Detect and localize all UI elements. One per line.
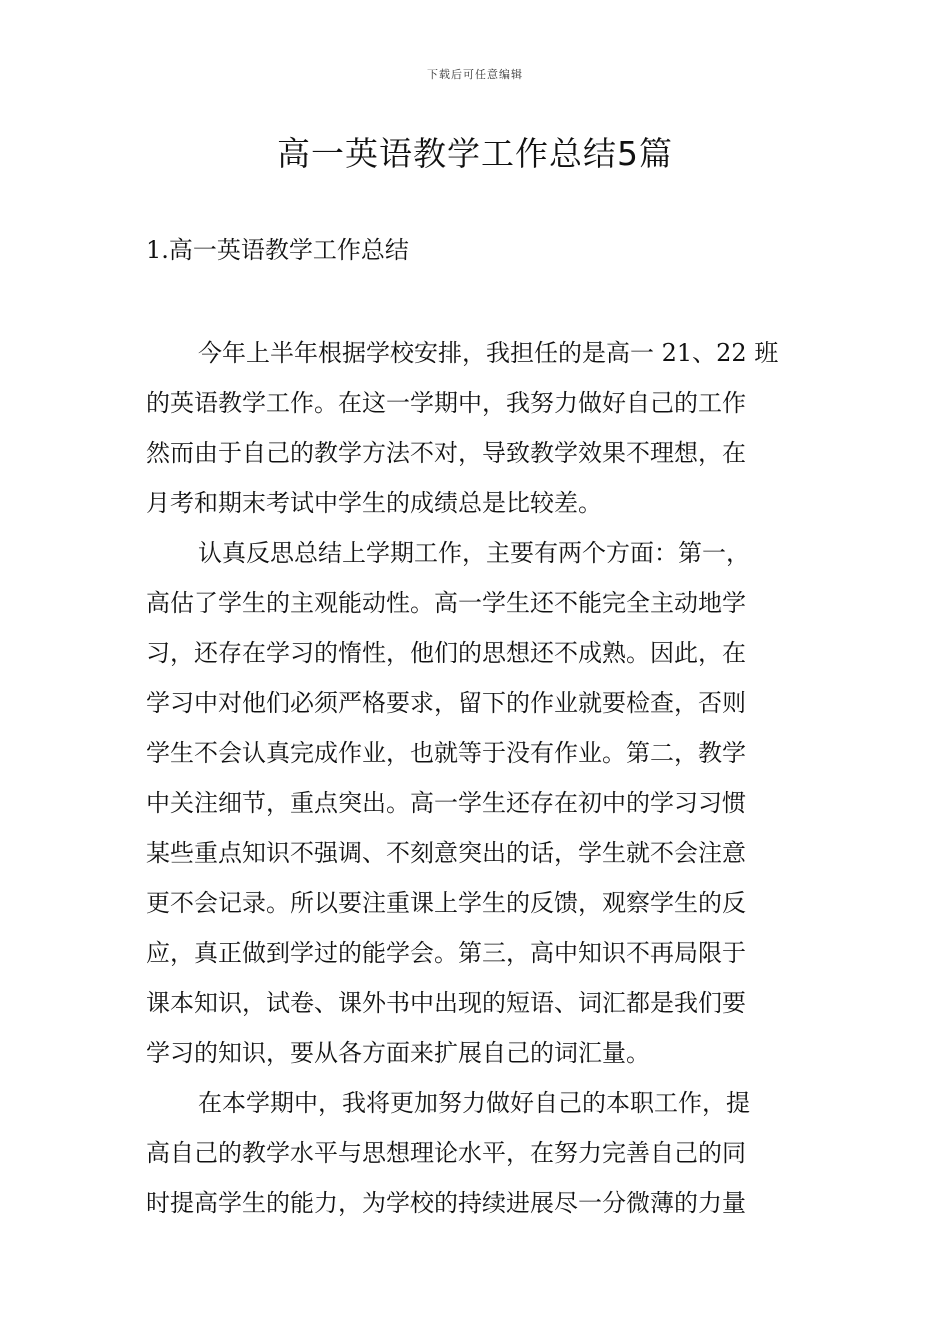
paragraph-line: 月考和期末考试中学生的成绩总是比较差。: [146, 489, 602, 517]
paragraph-line: 更不会记录。所以要注重课上学生的反馈，观察学生的反: [146, 889, 746, 917]
paragraph-line: 高自己的教学水平与思想理论水平，在努力完善自己的同: [146, 1139, 746, 1167]
paragraph-line: 学生不会认真完成作业，也就等于没有作业。第二，教学: [146, 739, 746, 767]
paragraph-line: 然而由于自己的教学方法不对，导致教学效果不理想，在: [146, 439, 746, 467]
section-heading: 1.高一英语教学工作总结: [146, 236, 409, 264]
document-body: [146, 328, 808, 1228]
paragraph-line: 某些重点知识不强调、不刻意突出的话，学生就不会注意: [146, 839, 746, 867]
paragraph-line: 高估了学生的主观能动性。高一学生还不能完全主动地学: [146, 589, 746, 617]
paragraph-line: 习，还存在学习的惰性，他们的思想还不成熟。因此，在: [146, 639, 746, 667]
paragraph-line: 的英语教学工作。在这一学期中，我努力做好自己的工作: [146, 389, 746, 417]
paragraph-line: 认真反思总结上学期工作，主要有两个方面：第一，: [198, 539, 750, 567]
paragraph-3: [146, 1078, 808, 1228]
document-title: 高一英语教学工作总结5篇: [277, 134, 673, 173]
paragraph-line: 学习的知识，要从各方面来扩展自己的词汇量。: [146, 1039, 650, 1067]
paragraph-line: 在本学期中，我将更加努力做好自己的本职工作，提: [198, 1089, 750, 1117]
paragraph-line: 今年上半年根据学校安排，我担任的是高一 21、22 班: [198, 339, 779, 367]
paragraph-line: 学习中对他们必须严格要求，留下的作业就要检查，否则: [146, 689, 746, 717]
paragraph-line: 应，真正做到学过的能学会。第三，高中知识不再局限于: [146, 939, 746, 967]
paragraph-line: 中关注细节，重点突出。高一学生还存在初中的学习习惯: [146, 789, 746, 817]
paragraph-2: [146, 528, 808, 1078]
paragraph-line: 课本知识，试卷、课外书中出现的短语、词汇都是我们要: [146, 989, 746, 1017]
paragraph-line: 时提高学生的能力，为学校的持续进展尽一分微薄的力量: [146, 1189, 746, 1217]
header-note: 下载后可任意编辑: [427, 68, 523, 81]
paragraph-1: [146, 328, 808, 528]
